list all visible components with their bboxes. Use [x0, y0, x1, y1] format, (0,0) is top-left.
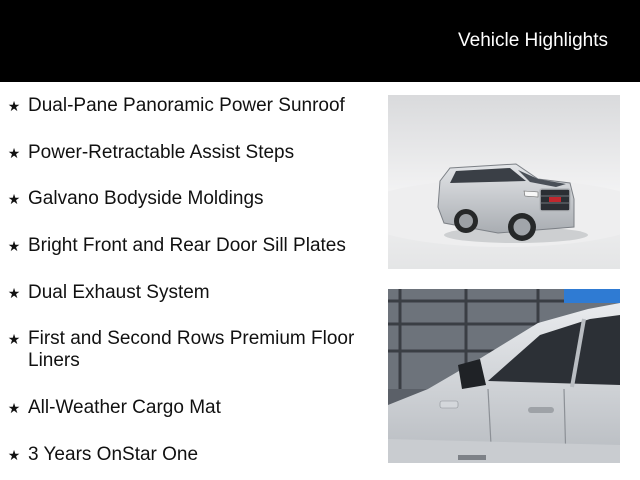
- vehicle-photo-side: [388, 289, 620, 463]
- feature-label: Galvano Bodyside Moldings: [28, 188, 264, 209]
- list-item: [0, 188, 375, 210]
- feature-label: 3 Years OnStar One: [28, 444, 199, 465]
- page-title: Vehicle Highlights: [458, 30, 608, 51]
- feature-label: Bright Front and Rear Door Sill Plates: [28, 235, 346, 256]
- header-bar: [0, 0, 640, 82]
- feature-label: All-Weather Cargo Mat: [28, 397, 221, 418]
- list-item: [0, 95, 375, 117]
- feature-label: First and Second Rows Premium Floor Liners: [28, 328, 355, 371]
- star-icon: ★: [7, 447, 21, 463]
- suv-side-illustration: [388, 289, 620, 463]
- vehicle-photo-front: [388, 95, 620, 269]
- list-item: [0, 328, 375, 372]
- star-icon: ★: [7, 145, 21, 161]
- star-icon: ★: [7, 285, 21, 301]
- feature-label: Power-Retractable Assist Steps: [28, 142, 295, 163]
- star-icon: ★: [7, 331, 21, 347]
- feature-label: Dual Exhaust System: [28, 282, 210, 303]
- feature-label: Dual-Pane Panoramic Power Sunroof: [28, 95, 345, 116]
- list-item: [0, 282, 375, 304]
- list-item: [0, 235, 375, 257]
- star-icon: ★: [7, 98, 21, 114]
- list-item: [0, 397, 375, 419]
- list-item: [0, 444, 375, 466]
- list-item: [0, 142, 375, 164]
- star-icon: ★: [7, 238, 21, 254]
- star-icon: ★: [7, 191, 21, 207]
- star-icon: ★: [7, 400, 21, 416]
- suv-front-illustration: [388, 95, 620, 269]
